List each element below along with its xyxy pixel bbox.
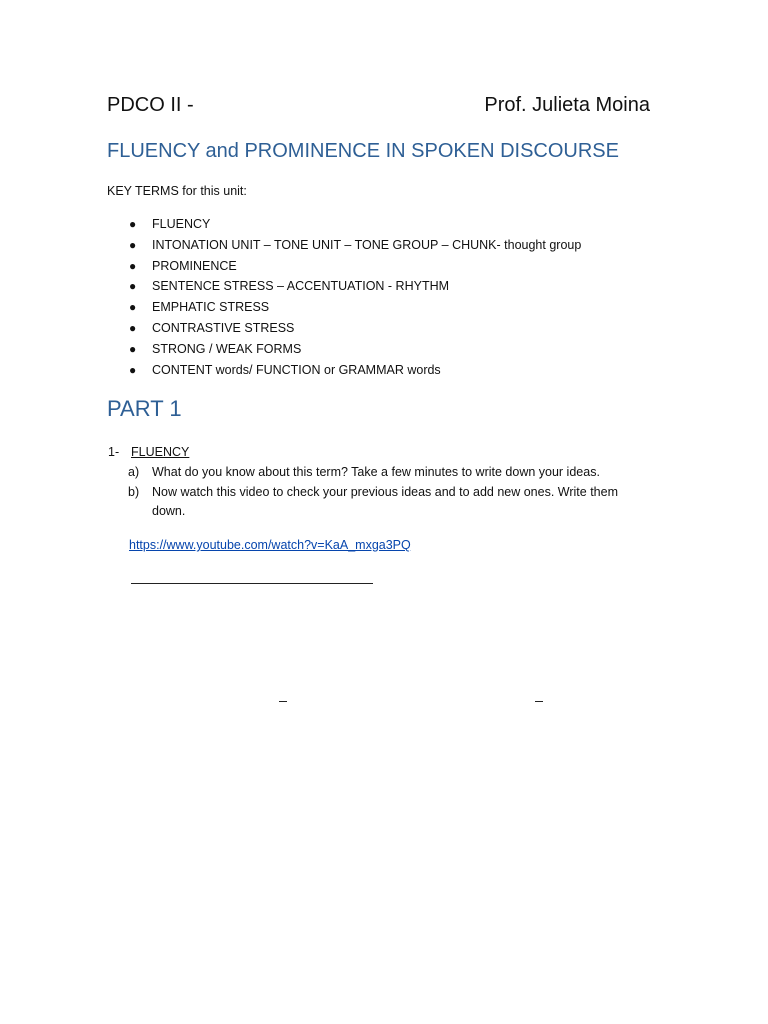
video-link[interactable]: https://www.youtube.com/watch?v=KaA_mxga3PQ [129,538,411,552]
part-heading: PART 1 [107,396,182,421]
bullet-icon: ● [129,341,137,356]
key-term-text: FLUENCY [152,217,211,231]
bullet-icon: ● [129,258,137,273]
bullet-icon: ● [129,217,137,231]
key-term-text: EMPHATIC STRESS [152,300,270,315]
bullet-icon: ● [129,320,137,335]
key-term-text: PROMINENCE [152,258,237,273]
bullet-icon: ● [129,279,137,294]
bullet-icon: ● [129,237,137,252]
question-text: Now watch this video to check your previous ideas and to add new ones. Write them down. [152,485,618,518]
page-mark-left [279,701,287,702]
section-title: FLUENCY [131,445,190,459]
unit-title: FLUENCY and PROMINENCE IN SPOKEN DISCOURSE [107,140,619,162]
question-letter: b) [128,485,140,499]
document-header [107,92,650,120]
section-number: 1- [108,445,120,459]
bullet-icon: ● [129,362,137,377]
key-term-text: STRONG / WEAK FORMS [152,341,302,356]
question-letter: a) [128,465,140,479]
bullet-icon: ● [129,300,137,315]
page-mark-right [535,701,543,702]
key-term-text: CONTENT words/ FUNCTION or GRAMMAR words [152,362,441,377]
course-name: PDCO II - [107,94,194,116]
answer-line [131,583,373,584]
key-term-text: SENTENCE STRESS – ACCENTUATION - RHYTHM [152,279,450,294]
key-terms-intro: KEY TERMS for this unit: [107,184,247,198]
key-term-text: INTONATION UNIT – TONE UNIT – TONE GROUP – CHUNK- thought group [152,237,582,252]
question-text: What do you know about this term? Take a few minutes to write down your ideas. [152,465,600,479]
key-term-text: CONTRASTIVE STRESS [152,320,295,335]
professor-name: Prof. Julieta Moina [484,94,650,116]
